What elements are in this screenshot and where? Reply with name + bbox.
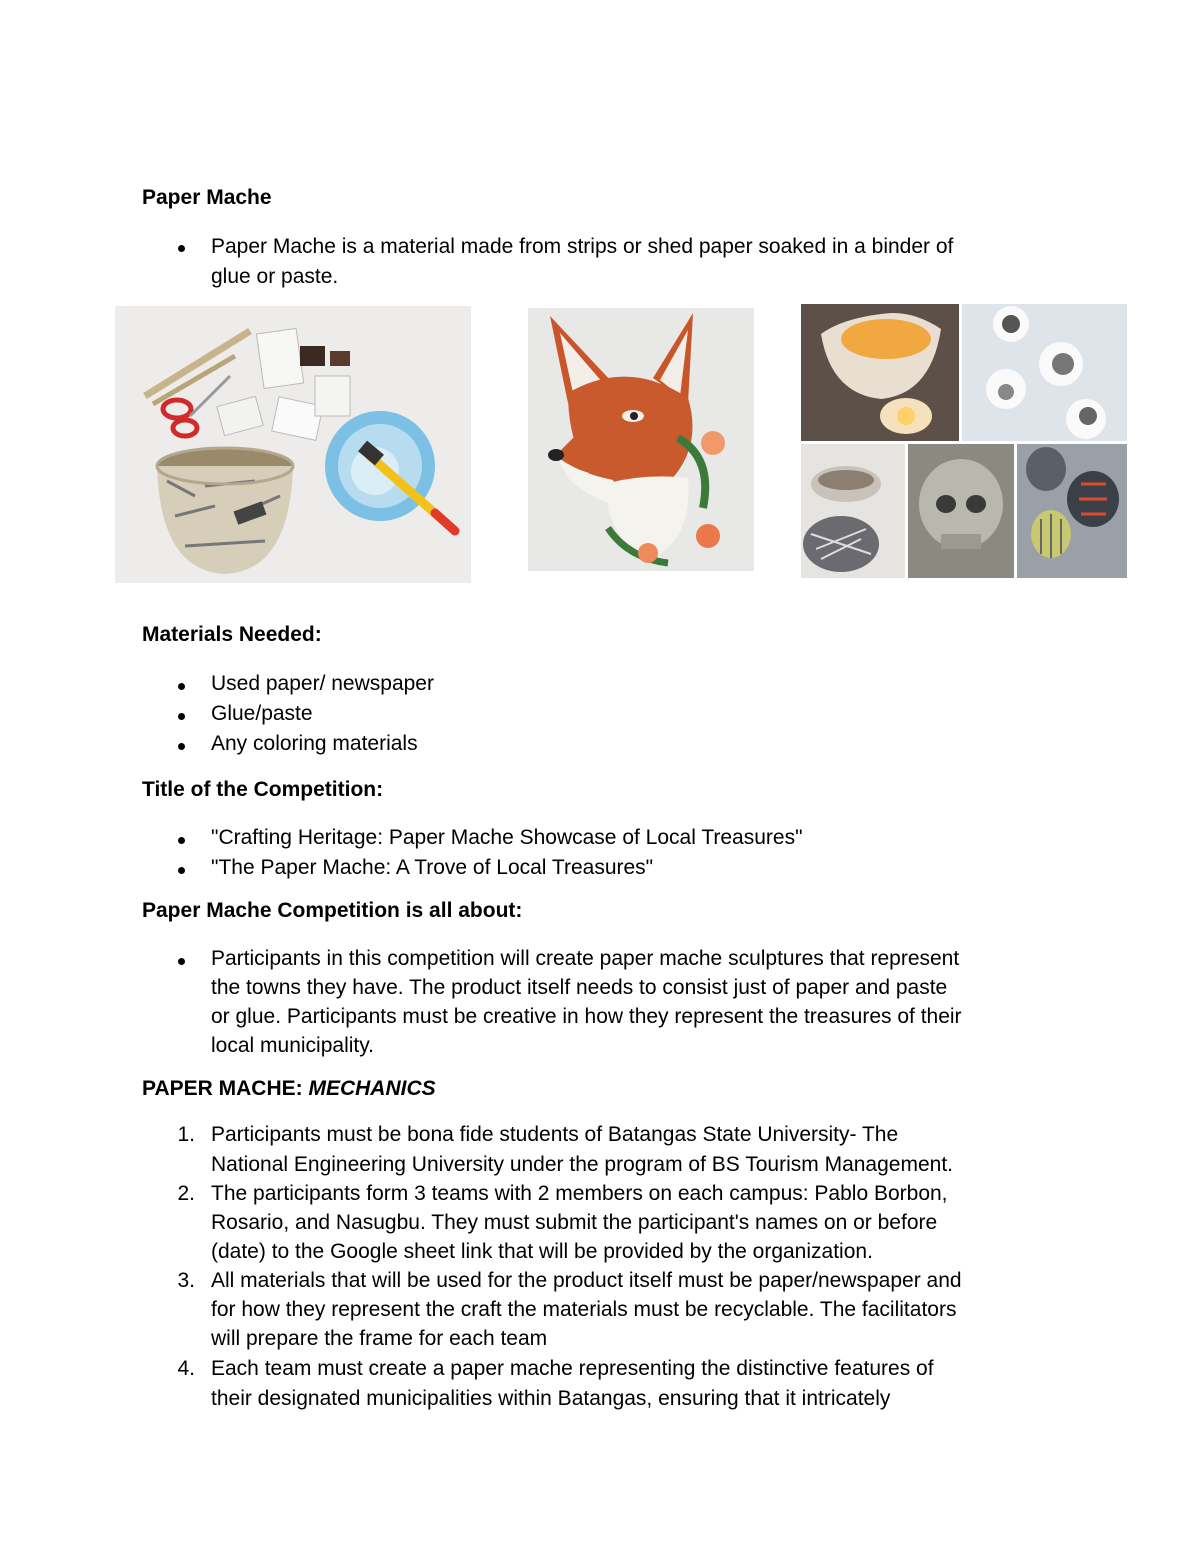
about-text-line: Participants in this competition will create paper mache sculptures that represent bbox=[211, 947, 960, 970]
material-item: Glue/paste bbox=[211, 702, 313, 725]
mechanics-text-line: for how they represent the craft the materials must be recyclable. The facilitators bbox=[211, 1298, 957, 1321]
about-text-line: or glue. Participants must be creative in how they represent the treasures of their bbox=[211, 1005, 962, 1028]
intro-text-line2: glue or paste. bbox=[211, 265, 339, 288]
title-item: "The Paper Mache: A Trove of Local Treasures" bbox=[211, 856, 654, 879]
materials-photo bbox=[115, 306, 471, 583]
fox-sculpture-photo bbox=[528, 308, 754, 571]
mechanics-text-line: Rosario, and Nasugbu. They must submit the participant's names on or before bbox=[211, 1211, 938, 1234]
mechanics-text-line: will prepare the frame for each team bbox=[211, 1327, 548, 1350]
list-number: 2. bbox=[177, 1182, 195, 1205]
mechanics-heading-prefix: PAPER MACHE: bbox=[142, 1077, 309, 1100]
list-number: 1. bbox=[177, 1123, 195, 1146]
bullet-dot bbox=[178, 245, 185, 252]
mechanics-text-line: Each team must create a paper mache representing the distinctive features of bbox=[211, 1357, 934, 1380]
list-number: 3. bbox=[177, 1269, 195, 1292]
bullet-dot bbox=[178, 837, 185, 844]
section-heading-about: Paper Mache Competition is all about: bbox=[142, 899, 523, 922]
list-number: 4. bbox=[177, 1357, 195, 1380]
material-item: Any coloring materials bbox=[211, 732, 418, 755]
material-item: Used paper/ newspaper bbox=[211, 672, 434, 695]
about-text-line: the towns they have. The product itself needs to consist just of paper and paste bbox=[211, 976, 948, 999]
mechanics-text-line: The participants form 3 teams with 2 members on each campus: Pablo Borbon, bbox=[211, 1182, 948, 1205]
collage-photo bbox=[801, 304, 1127, 578]
mechanics-heading-emphasis: MECHANICS bbox=[308, 1077, 436, 1100]
bullet-dot bbox=[178, 743, 185, 750]
mechanics-text-line: their designated municipalities within Batangas, ensuring that it intricately bbox=[211, 1387, 891, 1410]
bullet-dot bbox=[178, 683, 185, 690]
mechanics-text-line: National Engineering University under the program of BS Tourism Management. bbox=[211, 1153, 953, 1176]
section-heading-paper-mache: Paper Mache bbox=[142, 186, 272, 209]
section-heading-materials: Materials Needed: bbox=[142, 623, 322, 646]
bullet-dot bbox=[178, 958, 185, 965]
bullet-dot bbox=[178, 867, 185, 874]
bullet-dot bbox=[178, 713, 185, 720]
mechanics-text-line: Participants must be bona fide students of Batangas State University- The bbox=[211, 1123, 899, 1146]
title-item: "Crafting Heritage: Paper Mache Showcase of Local Treasures" bbox=[211, 826, 803, 849]
mechanics-text-line: (date) to the Google sheet link that will be provided by the organization. bbox=[211, 1240, 873, 1263]
section-heading-title: Title of the Competition: bbox=[142, 778, 384, 801]
intro-text-line1: Paper Mache is a material made from strips or shed paper soaked in a binder of bbox=[211, 235, 954, 258]
about-text-line: local municipality. bbox=[211, 1034, 375, 1057]
mechanics-text-line: All materials that will be used for the product itself must be paper/newspaper and bbox=[211, 1269, 962, 1292]
section-heading-mechanics bbox=[142, 1074, 436, 1104]
